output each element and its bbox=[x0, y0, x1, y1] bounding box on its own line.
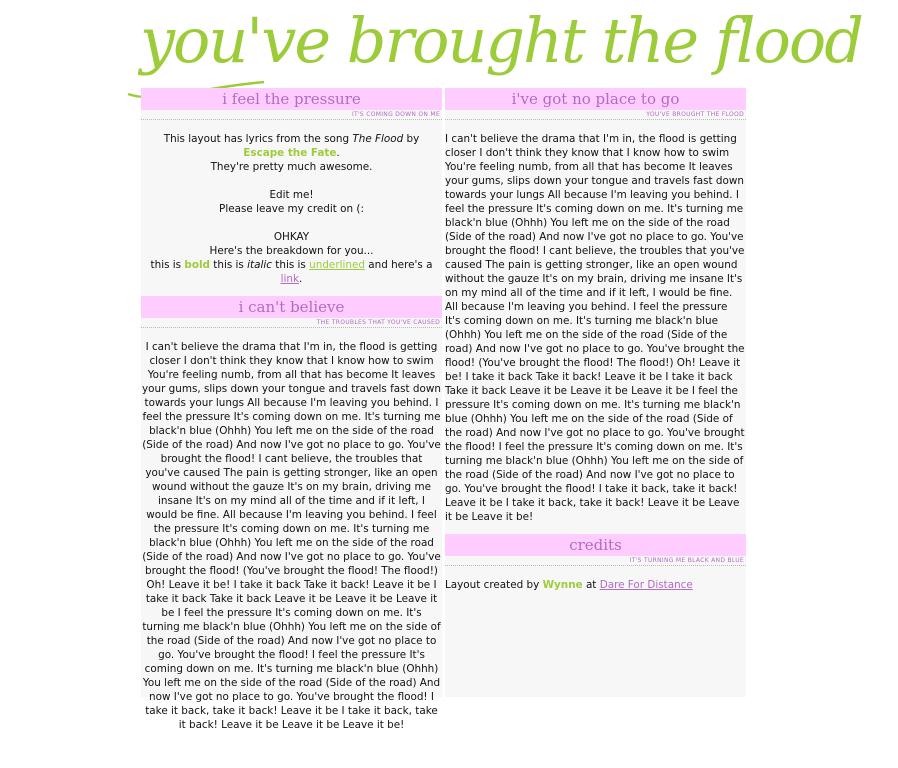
song-title: The Flood bbox=[352, 133, 404, 145]
left-column bbox=[141, 88, 442, 731]
demo-part: this is bbox=[150, 259, 185, 271]
section-subheading: IT'S COMING DOWN ON ME bbox=[141, 110, 442, 120]
awesome-line: They're pretty much awesome. bbox=[210, 161, 373, 173]
section-subheading: IT'S TURNING ME BLACK AND BLUE bbox=[445, 556, 746, 566]
underline-sample: underlined bbox=[309, 259, 365, 271]
breakdown-line: Here's the breakdown for you... bbox=[209, 245, 374, 257]
lyrics-text: I can't believe the drama that I'm in, the flood is getting closer I don't think they know that I know how to swim You're feeling numb, from all that has become It leaves your gums, slips down your tongue and travels fast down towards your lungs All because I'm leaving you behind. I feel the pressure It's coming down on me. It's turning me black'n blue (Ohhh) You left me on the side of the road (Side of the road) And now I've got no place to go. You've brought the flood! I cant believe, the troubles that you've caused The pain is getting stronger, like an open wound without the gauze It's on my brain, driving me insane It's on my mind all of the time and if it left, I would be fine. All because I'm leaving you behind. I feel the pressure It's coming down on me. It's turning me black'n blue (Ohhh) You left me on the side of the road (Side of the road) And now I've got no place to go. You've brought the flood! (You've brought the flood! The flood!) Oh! Leave it be! I take it back Take it back! Leave it be I take it back Take it back Leave it be Leave it be Leave it be I feel the pressure It's coming down on me. It's turning me black'n blue (Ohhh) You left me on the side of the road (Side of the road) And now I've got no place to go. You've brought the flood! I feel the pressure It's coming down on me. It's turning me black'n blue (Ohhh) You left me on the side of the road (Side of the road) And now I've got no place to go. You've brought the flood! I take it back, take it back! Leave it be I take it back, take it back! Leave it be Leave it be Leave it be! bbox=[445, 133, 745, 523]
demo-part: and here's a bbox=[364, 259, 433, 271]
credits-part: at bbox=[582, 579, 600, 591]
edit-line: Edit me! bbox=[269, 189, 314, 201]
sample-link[interactable]: link bbox=[280, 273, 300, 285]
section-heading: i can't believe bbox=[141, 296, 442, 318]
demo-part: . bbox=[299, 273, 303, 285]
right-column bbox=[445, 88, 746, 697]
bold-sample: bold bbox=[184, 259, 210, 271]
section-heading: i feel the pressure bbox=[141, 88, 442, 110]
band-name: Escape the Fate bbox=[243, 147, 337, 159]
intro-part: This layout has lyrics from the song bbox=[163, 133, 353, 145]
site-title: you've brought the flood bbox=[140, 4, 862, 77]
author-name: Wynne bbox=[542, 579, 583, 591]
section-subheading: THE TROUBLES THAT YOU'VE CAUSED bbox=[141, 318, 442, 328]
credits-part: Layout created by bbox=[445, 579, 543, 591]
demo-part: this is bbox=[209, 259, 248, 271]
credit-line: Please leave my credit on (: bbox=[219, 203, 364, 215]
credits-text bbox=[445, 578, 746, 592]
intro-part: by bbox=[403, 133, 420, 145]
style-demo-line bbox=[142, 258, 441, 286]
italic-sample: italic bbox=[247, 259, 272, 271]
intro-part: . bbox=[336, 147, 340, 159]
section-heading: i've got no place to go bbox=[445, 88, 746, 110]
section-subheading: YOU'VE BROUGHT THE FLOOD bbox=[445, 110, 746, 120]
credit-site-link[interactable]: Dare For Distance bbox=[599, 579, 693, 591]
lyrics-text: I can't believe the drama that I'm in, the flood is getting closer I don't think they know that I know how to swim You're feeling numb, from all that has become It leaves your gums, slips down your tongue and travels fast down towards your lungs All because I'm leaving you behind. I feel the pressure It's coming down on me. It's turning me black'n blue (Ohhh) You left me on the side of the road (Side of the road) And now I've got no place to go. You've brought the flood! I cant believe, the troubles that you've caused The pain is getting stronger, like an open wound without the gauze It's on my brain, driving me insane It's on my mind all of the time and if it left, I would be fine. All because I'm leaving you behind. I feel the pressure It's coming down on me. It's turning me black'n blue (Ohhh) You left me on the side of the road (Side of the road) And now I've got no place to go. You've brought the flood! (You've brought the flood! The flood!) Oh! Leave it be! I take it back Take it back! Leave it be I take it back Take it back Leave it be Leave it be Leave it be I feel the pressure It's coming down on me. It's turning me black'n blue (Ohhh) You left me on the side of the road (Side of the road) And now I've got no place to go. You've brought the flood! I feel the pressure It's coming down on me. It's turning me black'n blue (Ohhh) You left me on the side of the road (Side of the road) And now I've got no place to go. You've brought the flood! I take it back, take it back! Leave it be I take it back, take it back! Leave it be Leave it be Leave it be! bbox=[142, 341, 441, 731]
ohkay-line: OHKAY bbox=[273, 231, 310, 243]
demo-part: this is bbox=[271, 259, 310, 271]
intro-line bbox=[142, 132, 441, 160]
section-heading: credits bbox=[445, 534, 746, 556]
intro-text bbox=[141, 132, 442, 286]
